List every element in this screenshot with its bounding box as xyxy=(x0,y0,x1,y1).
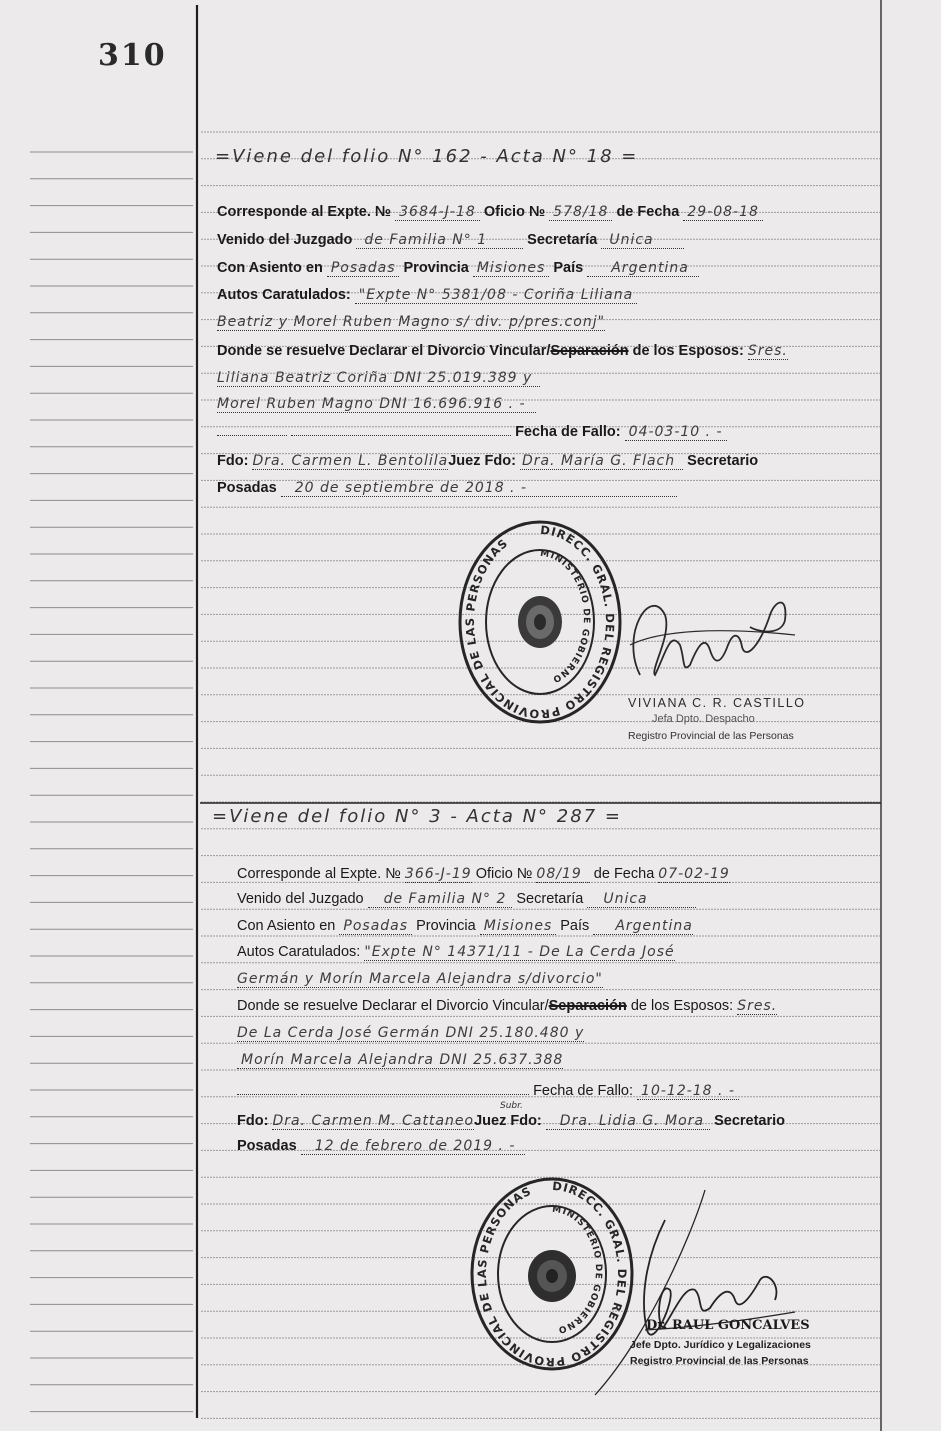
secretario-value: Dra. María G. Flach xyxy=(520,453,683,470)
acta2-autos-line xyxy=(237,944,675,960)
stamp-inner-text: MINISTERIO DE GOBIERNO xyxy=(539,548,592,685)
secretaria-label: Secretaría xyxy=(516,891,584,907)
fallo-label: Fecha de Fallo: xyxy=(533,1083,634,1099)
acta1-posadas-line xyxy=(217,480,677,496)
secretario-label: Secretario xyxy=(687,453,759,469)
acta2-esposo-2-line xyxy=(237,1052,563,1068)
oficio-value: 08/19 xyxy=(536,866,589,883)
fdo-label: Fdo: xyxy=(217,453,249,469)
fallo-label: Fecha de Fallo: xyxy=(515,424,621,440)
acta1-asiento-line xyxy=(217,260,699,276)
acta2-juzgado-line xyxy=(237,891,696,907)
oficio-value: 578/18 xyxy=(549,204,612,221)
autos-label: Autos Caratulados: xyxy=(217,287,351,303)
autos-value-2: Germán y Morín Marcela Alejandra s/divorcio" xyxy=(237,971,603,987)
signer-2-org: Registro Provincial de las Personas xyxy=(630,1355,809,1367)
juzgado-label: Venido del Juzgado xyxy=(237,891,364,907)
acta1-autos-line-2 xyxy=(217,314,605,330)
secretario-label: Secretario xyxy=(714,1113,786,1129)
resuelve-text: Donde se resuelve Declarar el Divorcio Vincular/ xyxy=(217,343,551,359)
secretaria-value: Unica xyxy=(601,232,683,249)
secretaria-value: Unica xyxy=(587,891,695,908)
signer-1-name: VIVIANA C. R. CASTILLO xyxy=(628,696,806,710)
secretario-value: Dra. Lidia G. Mora xyxy=(546,1113,710,1130)
fecha-label: de Fecha xyxy=(593,866,655,882)
signer-2-role: Jefe Dpto. Jurídico y Legalizaciones xyxy=(630,1339,811,1351)
signer-1-role: Jefa Dpto. Despacho xyxy=(652,713,755,725)
stamp-inner-text: MINISTERIO DE GOBIERNO xyxy=(551,1204,604,1335)
fdo-label: Fdo: xyxy=(237,1113,269,1129)
stamp-outer-text: DIRECC. GRAL. DEL REGISTRO PROVINCIAL DE LAS PERSONAS xyxy=(474,1178,629,1370)
oficio-label: Oficio № xyxy=(483,204,546,220)
esposo-1: De La Cerda José Germán DNI 25.180.480 y xyxy=(237,1025,585,1041)
coat-of-arms-icon xyxy=(518,596,562,648)
autos-label: Autos Caratulados: xyxy=(237,944,361,960)
acta2-esposo-1-line xyxy=(237,1025,584,1041)
pais-label: País xyxy=(560,918,590,934)
oficio-label: Oficio № xyxy=(475,866,533,882)
fallo-value: 10-12-18 . - xyxy=(637,1083,739,1100)
acta1-juzgado-line xyxy=(217,232,684,248)
autos-value-1: "Expte N° 14371/11 - De La Cerda José xyxy=(364,944,675,960)
juzgado-value: de Familia N° 1 xyxy=(356,232,523,249)
pais-value: Argentina xyxy=(593,918,693,935)
separacion-struck: Separación xyxy=(548,998,627,1014)
autos-value-1: "Expte N° 5381/08 - Coriña Liliana xyxy=(355,287,637,304)
esposo-1: Liliana Beatriz Coriña DNI 25.019.389 y xyxy=(217,370,540,387)
acta1-autos-line xyxy=(217,287,637,303)
expte-value: 3684-J-18 xyxy=(395,204,480,221)
juez-value: Dra. Carmen M. Cattaneo xyxy=(272,1113,475,1129)
acta2-resuelve-line xyxy=(237,998,777,1014)
juez-value: Dra. Carmen L. Bentolila xyxy=(252,453,449,469)
posadas-value: 20 de septiembre de 2018 . - xyxy=(281,480,677,497)
juez-label: Juez Fdo: xyxy=(474,1113,542,1129)
acta1-fallo-line xyxy=(217,424,727,440)
registry-stamp xyxy=(455,518,625,726)
asiento-label: Con Asiento en xyxy=(237,918,336,934)
pais-label: País xyxy=(553,260,584,276)
fecha-label: de Fecha xyxy=(616,204,680,220)
provincia-label: Provincia xyxy=(403,260,469,276)
acta2-fallo-line xyxy=(237,1083,739,1099)
esposo-2: Morín Marcela Alejandra DNI 25.637.388 xyxy=(237,1052,563,1069)
signature-castillo-icon xyxy=(610,575,810,695)
acta2-fdo-line xyxy=(237,1113,785,1129)
posadas-value: 12 de febrero de 2019 . - xyxy=(301,1138,526,1155)
autos-value-2: Beatriz y Morel Ruben Magno s/ div. p/pres.conj" xyxy=(217,314,606,330)
acta1-esposo-1-line xyxy=(217,370,540,386)
juzgado-label: Venido del Juzgado xyxy=(217,232,353,248)
esposos-label: de los Esposos: xyxy=(632,343,744,359)
acta1-esposo-2-line xyxy=(217,396,536,412)
acta1-fdo-line xyxy=(217,453,758,469)
separacion-struck: Separación xyxy=(550,343,629,359)
acta2-asiento-line xyxy=(237,918,693,934)
acta1-expte-line xyxy=(217,204,763,220)
acta2-posadas-line xyxy=(237,1138,525,1154)
acta1-resuelve-line xyxy=(217,343,788,359)
acta2-heading: =Viene del folio N° 3 - Acta N° 287 = xyxy=(212,806,622,827)
posadas-label: Posadas xyxy=(217,480,277,496)
coat-of-arms-icon xyxy=(528,1250,576,1302)
juzgado-value: de Familia N° 2 xyxy=(368,891,513,908)
pais-value: Argentina xyxy=(587,260,699,277)
acta1-heading: =Viene del folio N° 162 - Acta N° 18 = xyxy=(215,146,639,167)
expte-label: Corresponde al Expte. № xyxy=(237,866,401,882)
signer-1-org: Registro Provincial de las Personas xyxy=(628,730,794,742)
asiento-label: Con Asiento en xyxy=(217,260,323,276)
signature-goncalves-icon xyxy=(585,1180,805,1400)
stamp-outer-text: DIRECC. GRAL. DEL REGISTRO PROVINCIAL DE LAS PERSONAS xyxy=(462,522,618,722)
secretaria-label: Secretaría xyxy=(527,232,598,248)
juez-label: Juez Fdo: xyxy=(448,453,516,469)
esposos-label: de los Esposos: xyxy=(630,998,734,1014)
fallo-value: 04-03-10 . - xyxy=(625,424,727,441)
expte-value: 366-J-19 xyxy=(404,866,472,882)
expte-label: Corresponde al Expte. № xyxy=(217,204,392,220)
asiento-value: Posadas xyxy=(327,260,400,277)
esposos-value: Sres. xyxy=(737,998,778,1014)
provincia-label: Provincia xyxy=(416,918,476,934)
esposos-value: Sres. xyxy=(747,343,788,359)
acta2-autos-line-2 xyxy=(237,971,603,987)
subrogante-note: Subr. xyxy=(500,1101,523,1111)
folio-number: 310 xyxy=(98,38,167,73)
asiento-value: Posadas xyxy=(339,918,412,935)
provincia-value: Misiones xyxy=(480,918,557,935)
provincia-value: Misiones xyxy=(473,260,550,277)
signer-2-name: Dr. RAUL GONCALVES xyxy=(646,1318,810,1333)
esposo-2: Morel Ruben Magno DNI 16.696.916 . - xyxy=(217,396,536,413)
resuelve-text: Donde se resuelve Declarar el Divorcio Vincular/ xyxy=(237,998,549,1014)
fecha-value: 29-08-18 xyxy=(683,204,763,221)
posadas-label: Posadas xyxy=(237,1138,297,1154)
acta2-expte-line xyxy=(237,866,730,882)
fecha-value: 07-02-19 xyxy=(658,866,730,882)
